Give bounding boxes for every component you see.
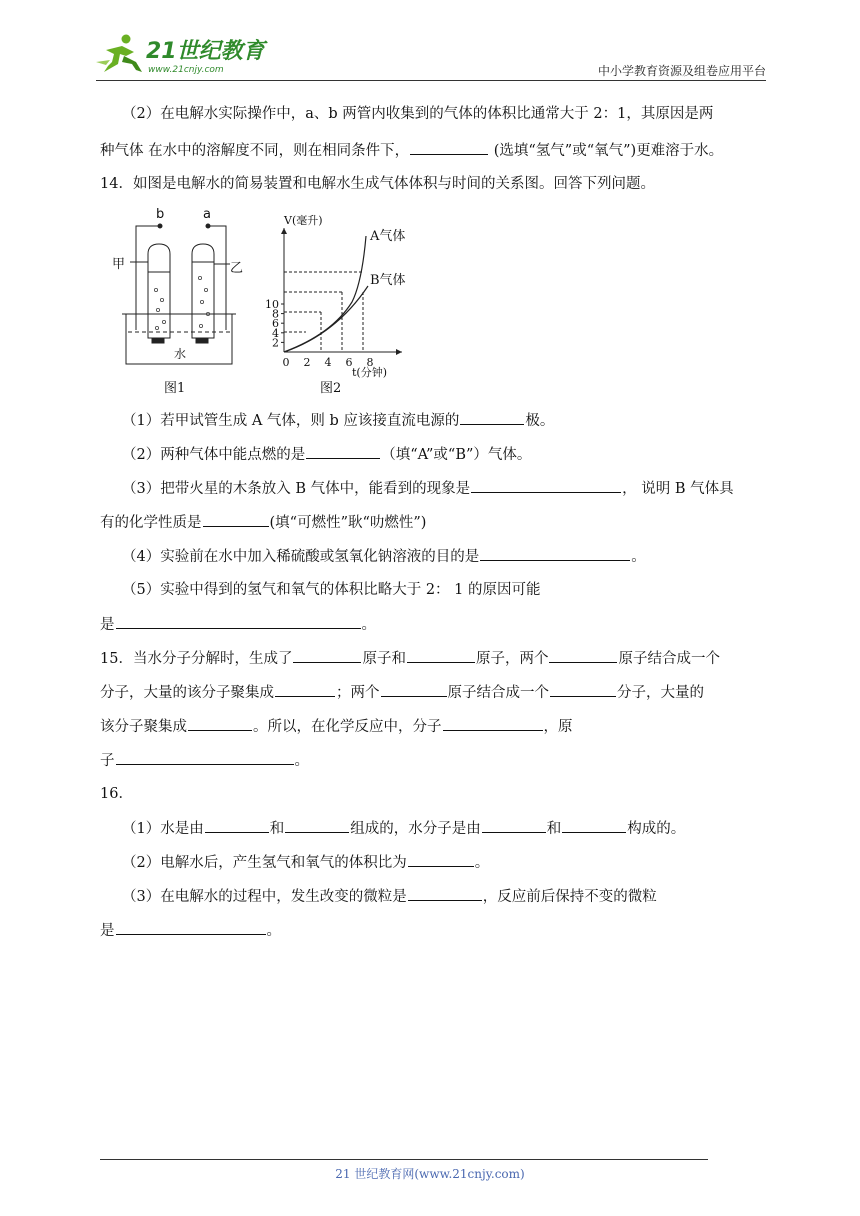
q14-3-line-b: 有的化学性质是 (填“可燃性”耿“叻燃性”) bbox=[100, 512, 765, 533]
answer-blank[interactable] bbox=[549, 648, 617, 663]
runner-icon bbox=[96, 35, 142, 73]
x-axis-arrow bbox=[396, 349, 402, 355]
q14-5-line-a: （5）实验中得到的氢气和氧气的体积比略大于 2： 1 的原因可能 bbox=[122, 582, 541, 598]
answer-blank[interactable] bbox=[482, 818, 546, 833]
answer-blank[interactable] bbox=[116, 614, 361, 629]
series-b-label: B气体 bbox=[370, 273, 406, 288]
x-tick-label: 8 bbox=[366, 356, 374, 369]
electrode-b-label: b bbox=[156, 207, 165, 222]
answer-blank[interactable] bbox=[188, 716, 252, 731]
page-header bbox=[96, 28, 766, 80]
answer-blank[interactable] bbox=[205, 818, 269, 833]
x-tick-label: 2 bbox=[303, 356, 311, 369]
site-logo bbox=[96, 32, 266, 76]
logo-text: 21世纪教育 bbox=[146, 39, 265, 64]
x-tick-label: 4 bbox=[324, 356, 332, 369]
y-tick-label: 10 bbox=[265, 298, 279, 311]
x-tick-label: 0 bbox=[282, 356, 290, 369]
answer-blank[interactable] bbox=[407, 648, 475, 663]
q15-line-d: 子 。 bbox=[100, 750, 765, 771]
electrode-a-label: a bbox=[203, 207, 211, 222]
q15-line-b: 分子，大量的该分子聚集成 ；两个 原子结合成一个 分子，大量的 bbox=[100, 682, 765, 703]
answer-blank[interactable] bbox=[381, 682, 447, 697]
answer-blank[interactable] bbox=[203, 512, 269, 527]
answer-blank[interactable] bbox=[275, 682, 335, 697]
water-label: 水 bbox=[174, 347, 187, 361]
y-tick-label: 4 bbox=[272, 326, 279, 340]
q13-2-line-b: 种气体 在水中的溶解度不同，则在相同条件下， (选填“氢气”或“氧气”)更难溶于水。 bbox=[100, 140, 765, 161]
answer-blank[interactable] bbox=[480, 546, 630, 561]
answer-blank[interactable] bbox=[285, 818, 349, 833]
answer-blank[interactable] bbox=[471, 478, 621, 493]
fig2-label: 图2 bbox=[320, 381, 342, 396]
logo-url: www.21cnjy.com bbox=[148, 65, 224, 75]
q14-2: （2）两种气体中能点燃的是 （填“A”或“B”）气体。 bbox=[122, 444, 765, 465]
q15-line-c: 该分子聚集成 。所以，在化学反应中，分子 ，原 bbox=[100, 716, 765, 737]
answer-blank[interactable] bbox=[410, 140, 488, 155]
answer-blank[interactable] bbox=[116, 750, 294, 765]
y-tick-label: 8 bbox=[272, 307, 279, 321]
q14-3-line-a: （3）把带火星的木条放入 B 气体中，能看到的现象是 ， 说明 B 气体具 bbox=[122, 478, 765, 499]
q16-3-line-a: （3）在电解水的过程中，发生改变的微粒是 ，反应前后保持不变的微粒 bbox=[122, 886, 765, 907]
q14-1: （1）若甲试管生成 A 气体，则 b 应该接直流电源的 极。 bbox=[122, 410, 765, 431]
volume-time-graph bbox=[265, 213, 406, 396]
q16-3-line-b: 是 。 bbox=[100, 920, 765, 941]
q16-stem: 16． bbox=[100, 786, 133, 802]
q16-2: （2）电解水后，产生氢气和氧气的体积比为 。 bbox=[122, 852, 765, 873]
y-axis-label: V(毫升) bbox=[284, 214, 323, 227]
answer-blank[interactable] bbox=[306, 444, 380, 459]
y-axis-arrow bbox=[281, 228, 287, 234]
y-tick-label: 6 bbox=[272, 317, 279, 331]
answer-blank[interactable] bbox=[116, 920, 266, 935]
tube-right-label: 乙 bbox=[230, 261, 244, 276]
answer-blank[interactable] bbox=[562, 818, 626, 833]
q16-1: （1）水是由 和 组成的，水分子是由 和 构成的。 bbox=[122, 818, 765, 839]
platform-name: 中小学教育资源及组卷应用平台 bbox=[597, 64, 766, 78]
answer-blank[interactable] bbox=[460, 410, 524, 425]
series-a-label: A气体 bbox=[370, 229, 406, 244]
y-tick-label: 2 bbox=[272, 336, 279, 350]
header-divider bbox=[96, 80, 766, 81]
q14-4: （4）实验前在水中加入稀硫酸或氢氧化钠溶液的目的是 。 bbox=[122, 546, 765, 567]
tube-left-label: 甲 bbox=[112, 257, 126, 272]
series-b-curve bbox=[284, 286, 368, 352]
x-tick-label: 6 bbox=[345, 356, 353, 369]
x-axis-label: t(分钟) bbox=[352, 366, 388, 379]
series-a-curve bbox=[284, 236, 366, 352]
answer-blank[interactable] bbox=[443, 716, 543, 731]
q13-2-line-a: （2）在电解水实际操作中，a、b 两管内收集到的气体的体积比通常大于 2：1，其原因是两 bbox=[122, 106, 714, 122]
q14-stem: 14．如图是电解水的简易装置和电解水生成气体体积与时间的关系图。回答下列问题。 bbox=[100, 176, 655, 192]
answer-blank[interactable] bbox=[293, 648, 361, 663]
apparatus-diagram bbox=[122, 224, 236, 364]
electrolysis-figure bbox=[112, 206, 406, 396]
fig1-label: 图1 bbox=[164, 381, 186, 396]
answer-blank[interactable] bbox=[550, 682, 616, 697]
page-footer: 21 世纪教育网(www.21cnjy.com) bbox=[335, 1167, 525, 1181]
q15-line-a: 15．当水分子分解时，生成了 原子和 原子，两个 原子结合成一个 bbox=[100, 648, 765, 669]
bubbles bbox=[154, 276, 209, 329]
footer-divider bbox=[100, 1159, 708, 1160]
q14-5-line-b: 是 。 bbox=[100, 614, 765, 635]
answer-blank[interactable] bbox=[408, 886, 482, 901]
answer-blank[interactable] bbox=[408, 852, 474, 867]
